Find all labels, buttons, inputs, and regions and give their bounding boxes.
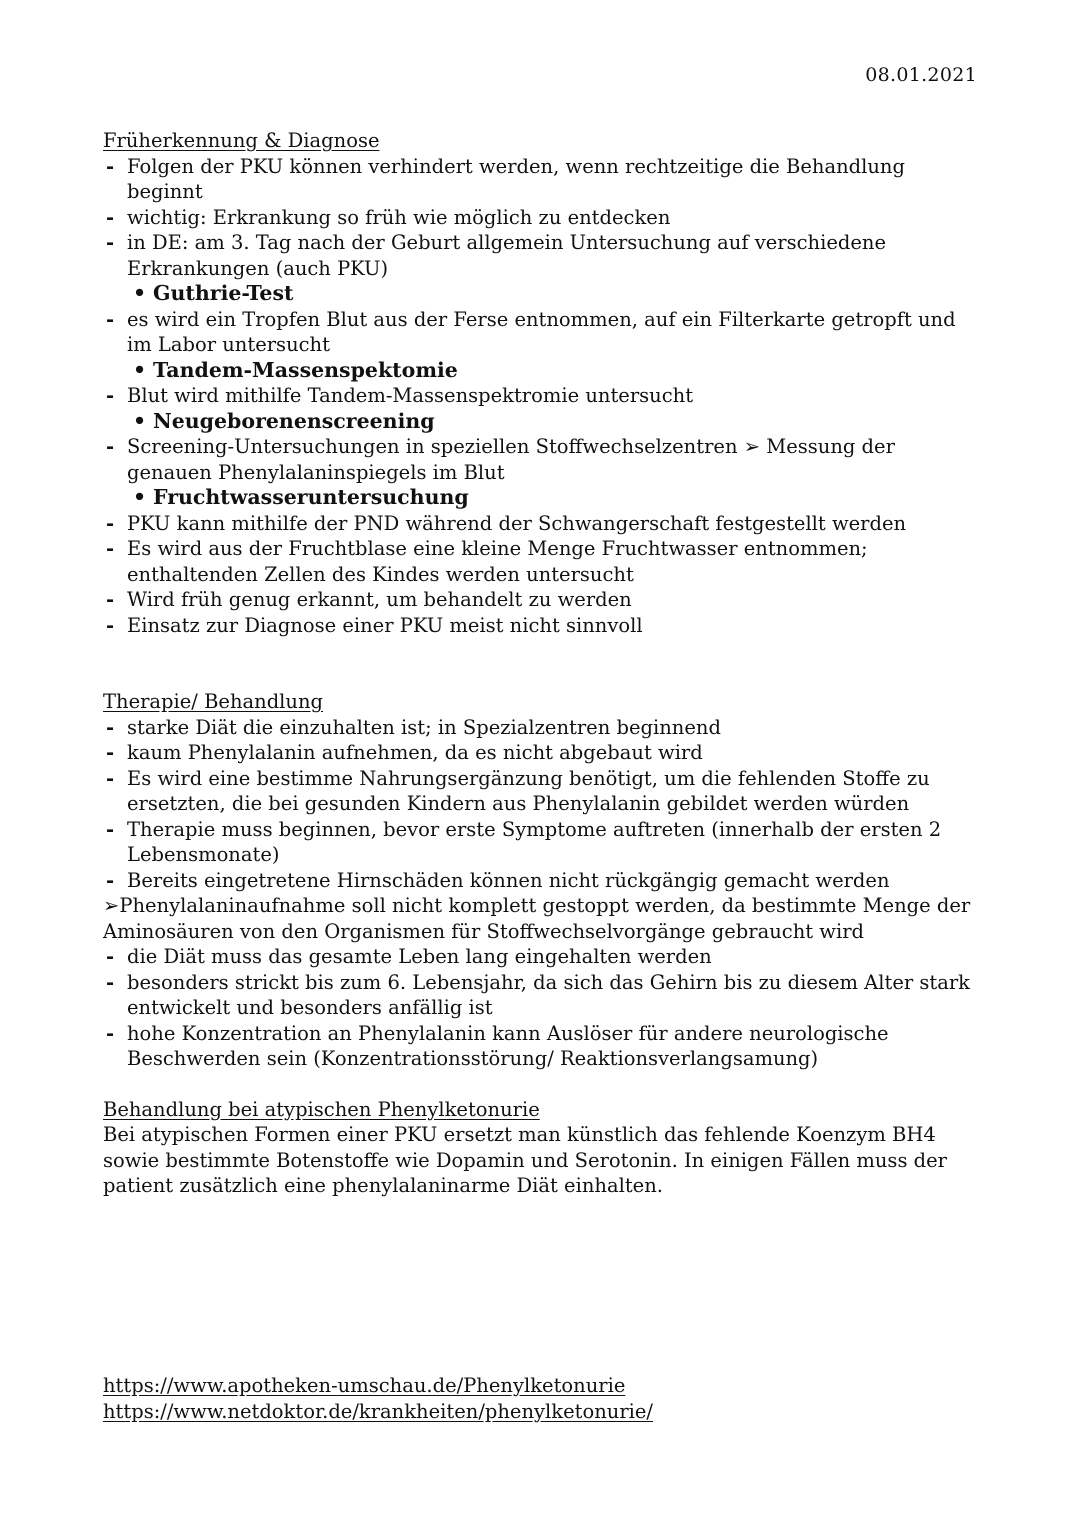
therapie-list-b	[103, 944, 983, 1072]
list-item: - besonders strickt bis zum 6. Lebensjahr, da sich das Gehirn bis zu diesem Alter stark entwickelt und besonders anfällig ist	[103, 970, 983, 1021]
document-body	[103, 128, 983, 1199]
bullet-dot-icon: •	[133, 281, 147, 305]
method-list-tandem	[103, 383, 983, 409]
list-item: - Es wird aus der Fruchtblase eine kleine Menge Fruchtwasser entnommen; enthaltenden Zellen des Kindes werden untersucht	[103, 536, 983, 587]
list-item: - es wird ein Tropfen Blut aus der Ferse entnommen, auf ein Filterkarte getropft und im Labor untersucht	[103, 307, 983, 358]
source-link-netdoktor[interactable]: https://www.netdoktor.de/krankheiten/phenylketonurie/	[103, 1400, 653, 1423]
section-heading-diagnose: Früherkennung & Diagnose	[103, 129, 380, 152]
therapie-list-a	[103, 715, 983, 894]
atypisch-paragraph: Bei atypischen Formen einer PKU ersetzt man künstlich das fehlende Koenzym BH4 sowie bestimmte Botenstoffe wie Dopamin und Serotonin. In einigen Fällen muss der patient zusätzlich eine phenylalaninarme Diät einhalten.	[103, 1123, 947, 1197]
method-list-guthrie	[103, 307, 983, 358]
sources-list	[103, 1373, 653, 1425]
section-heading-atypisch: Behandlung bei atypischen Phenylketonurie	[103, 1097, 540, 1121]
list-item: - Therapie muss beginnen, bevor erste Symptome auftreten (innerhalb der ersten 2 Lebensmonate)	[103, 817, 983, 868]
list-item: - Folgen der PKU können verhindert werden, wenn rechtzeitige die Behandlung beginnt	[103, 154, 983, 205]
document-date: 08.01.2021	[865, 64, 977, 86]
method-list-fruchtwasser	[103, 511, 983, 639]
list-item: - Es wird eine bestimme Nahrungsergänzung benötigt, um die fehlenden Stoffe zu ersetzten, die bei gesunden Kindern aus Phenylalanin gebildet werden würden	[103, 766, 983, 817]
list-item: - kaum Phenylalanin aufnehmen, da es nicht abgebaut wird	[103, 740, 983, 766]
method-title-fruchtwasser: • Fruchtwasseruntersuchung	[133, 485, 469, 509]
bullet-dot-icon: •	[133, 357, 147, 382]
list-item: - Wird früh genug erkannt, um behandelt zu werden	[103, 587, 983, 613]
list-item: - Blut wird mithilfe Tandem-Massenspektromie untersucht	[103, 383, 983, 409]
section-heading-therapie: Therapie/ Behandlung	[103, 690, 324, 713]
list-item: - Screening-Untersuchungen in speziellen Stoffwechselzentren ➢ Messung der genauen Phenylalaninspiegels im Blut	[103, 434, 983, 485]
source-link-apotheken-umschau[interactable]: https://www.apotheken-umschau.de/Phenylketonurie	[103, 1374, 626, 1397]
bullet-dot-icon: •	[133, 408, 147, 433]
list-item: - die Diät muss das gesamte Leben lang eingehalten werden	[103, 944, 983, 970]
list-item: - Einsatz zur Diagnose einer PKU meist nicht sinnvoll	[103, 613, 983, 639]
bullet-dot-icon: •	[133, 485, 147, 509]
list-item: - PKU kann mithilfe der PND während der Schwangerschaft festgestellt werden	[103, 511, 983, 537]
diagnose-intro-list	[103, 154, 983, 282]
list-item: - in DE: am 3. Tag nach der Geburt allgemein Untersuchung auf verschiedene Erkrankungen (auch PKU)	[103, 230, 983, 281]
method-title-guthrie: • Guthrie-Test	[133, 281, 294, 305]
method-title-screening: • Neugeborenenscreening	[133, 408, 435, 433]
list-item: - hohe Konzentration an Phenylalanin kann Auslöser für andere neurologische Beschwerden sein (Konzentrationsstörung/ Reaktionsverlangsamung)	[103, 1021, 983, 1072]
list-item: - wichtig: Erkrankung so früh wie möglich zu entdecken	[103, 205, 983, 231]
list-item: - Bereits eingetretene Hirnschäden können nicht rückgängig gemacht werden	[103, 868, 983, 894]
method-list-screening	[103, 434, 983, 485]
method-title-tandem: • Tandem-Massenspektomie	[133, 357, 458, 382]
therapie-note: ➢Phenylalaninaufnahme soll nicht komplett gestoppt werden, da bestimmte Menge der Aminosäuren von den Organismen für Stoffwechselvorgänge gebraucht wird	[103, 894, 971, 943]
list-item: - starke Diät die einzuhalten ist; in Spezialzentren beginnend	[103, 715, 983, 741]
